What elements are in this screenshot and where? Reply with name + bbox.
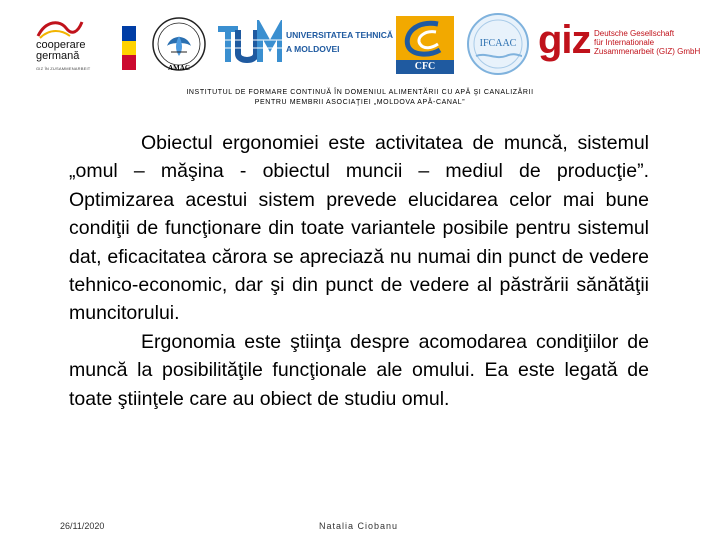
- institute-header-line2: PENTRU MEMBRII ASOCIAŢIEI „MOLDOVA APĂ-CANAL”: [254, 99, 466, 106]
- amac-logo: [145, 16, 213, 76]
- giz-line1: Deutsche Gesellschaft: [594, 29, 675, 38]
- amac-label: AMAC: [168, 64, 190, 72]
- institute-header-line1: INSTITUTUL DE FORMARE CONTINUĂ ÎN DOMENIUL ALIMENTĂRII CU APĂ ŞI CANALIZĂRII: [186, 89, 534, 96]
- footer-date: 26/11/2020: [60, 521, 105, 531]
- giz-line2: für Internationale: [594, 38, 655, 47]
- cfc-label: CFC: [396, 60, 454, 74]
- utm-name-line1: UNIVERSITATEA TEHNICĂ: [286, 30, 394, 40]
- paragraph-ergonomics-definition: Ergonomia este ştiinţa despre acomodarea condiţiilor de muncă la posibilităţile funcţionale ale omului. Ea este legată de toate ştiinţele care au obiect de studiu omul.: [69, 330, 649, 410]
- utm-logo: [216, 20, 394, 72]
- cooperare-small-text: GIZ ÎN ZUSAMMENARBEIT: [36, 66, 91, 71]
- utm-name-line2: A MOLDOVEI: [286, 44, 340, 54]
- germana-text: germană: [36, 50, 80, 62]
- giz-line3: Zusammenarbeit (GIZ) GmbH: [594, 47, 701, 56]
- giz-wordmark: giz: [538, 18, 591, 62]
- moldova-flag-icon: [122, 26, 136, 70]
- ifcaac-logo: [466, 12, 530, 76]
- slide-body: [69, 129, 649, 413]
- ifcaac-label: IFCAAC: [479, 38, 517, 49]
- cfc-logo: [396, 16, 454, 74]
- cfc-emblem-icon: [396, 16, 454, 60]
- institute-header: [100, 88, 620, 108]
- cooperare-text: cooperare: [36, 39, 86, 51]
- giz-logo: [538, 18, 708, 66]
- cooperare-germana-logo: [36, 16, 130, 76]
- utm-emblem-icon: [216, 20, 282, 68]
- cooperation-swoosh-icon: [36, 18, 84, 40]
- paragraph-ergonomics-object: Obiectul ergonomiei este activitatea de muncă, sistemul „omul – măşina - obiectul muncii – mediul de producţie”. Optimizarea acestui sistem prevede elucidarea celor mai bune condiţii de funcţionare din toate variantele posibile pentru sistemul dat, eficacitatea cărora se apreciază nu numai din punct de vedere tehnico-economic, dar şi din punct de vedere al păstrării sănătăţii muncitorului.: [69, 132, 649, 325]
- footer-author: Natalia Ciobanu: [319, 521, 399, 531]
- logo-bar: [0, 0, 720, 82]
